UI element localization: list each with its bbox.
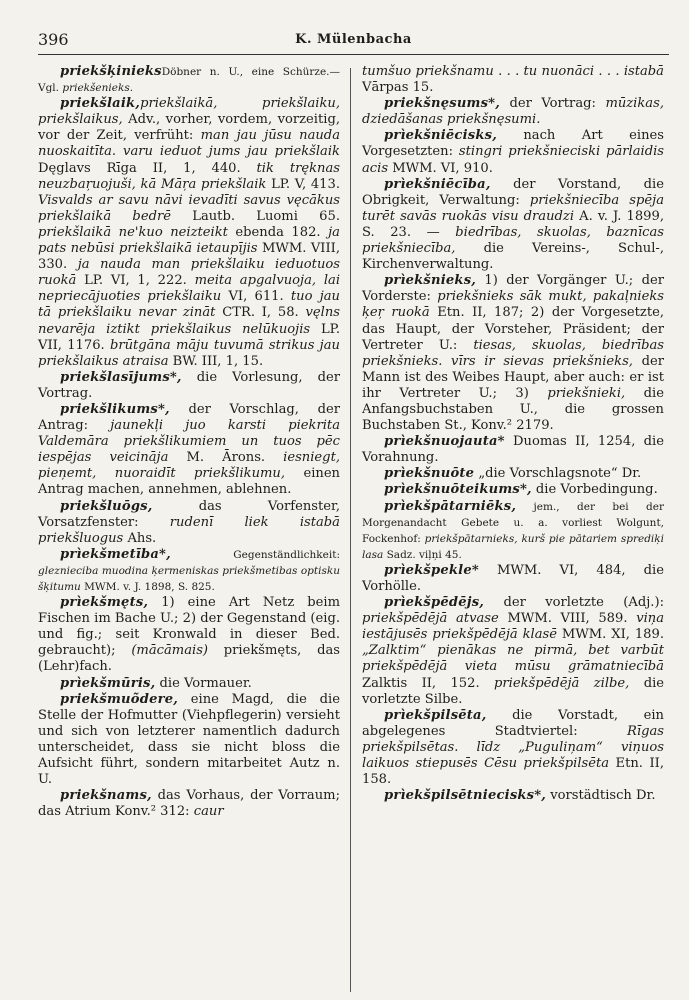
entry-text: der Vortrag: <box>499 96 606 112</box>
entry-text: stingri priekšnieciski pārlaidis acis <box>362 144 664 176</box>
entry-text: iesniegt, pieņemt, nuoraidīt priekšlikumu, <box>38 450 340 482</box>
dictionary-entry <box>38 595 340 675</box>
entry-text: LP. VI, 1, 222. <box>76 273 195 289</box>
entry-headword: priekšmuõdere, <box>60 691 178 707</box>
entry-text: einen Antrag machen, annehmen, ablehnen. <box>38 466 340 498</box>
dictionary-entry <box>362 96 664 128</box>
entry-text: jem., der bei der Morgenandacht Gebete u. a. vorliest Wolgunt, Fockenhof: <box>362 500 664 545</box>
dictionary-entry <box>362 788 664 804</box>
dictionary-entry <box>38 547 340 595</box>
entry-text: „die Vorschlagsnote“ Dr. <box>474 466 642 482</box>
entry-headword: prìekšnieks, <box>384 273 477 289</box>
entry-headword: prìekšpēdējs, <box>384 595 485 611</box>
entry-text: M. Ārons. <box>168 450 284 466</box>
entry-text: Adv., vorher, vordem, vorzeitig, vor der Zeit, verfrüht: <box>38 112 340 144</box>
entry-text: MWM. VIII, 589. <box>498 611 637 627</box>
entry-text: mūzikas, dziedāšanas priekšnęsumi. <box>362 96 664 128</box>
entry-text: meita apgalvuoja, lai nepriecājuoties priekšlaiku <box>38 273 341 305</box>
entry-text: priekšniecība spēja turēt savās ruokās visu draudzi <box>362 192 664 224</box>
entry-text: priekšnieks sāk mukt, pakaļnieks ķeŗ ruokā <box>362 289 664 321</box>
entry-headword: prìekšnuōteikums*, <box>384 482 532 498</box>
entry-text: LP. V, 413. <box>266 176 340 192</box>
entry-text: rudenī liek istabā priekšluogus <box>38 514 340 546</box>
entry-text: MWM. VI, 910. <box>388 160 493 176</box>
entry-text: CTR. I, 58. <box>215 305 306 321</box>
right-column <box>362 64 664 994</box>
entry-headword: priekšluōgs, <box>60 498 153 514</box>
entry-headword: prìekšpekle* <box>384 562 479 578</box>
entry-text: tuo jau tā priekšlaiku nevar zināt <box>38 289 340 321</box>
entry-text: das Vorfenster, Vorsatzfenster: <box>38 498 340 530</box>
entry-text: Döbner n. U., eine Schürze.— Vgl. <box>38 66 340 95</box>
entry-text: die Vormauer. <box>155 675 252 691</box>
entry-text: tiesas, skuolas, biedrības priekšnieks. vīrs ir sievas priekšnieks, <box>362 337 664 369</box>
entry-headword: prìekšmūris, <box>60 675 156 691</box>
entry-text: tik tręknas neuzbaŗuojuši, kā Māŗa priekšlaik <box>38 160 340 192</box>
entry-text: Ahs. <box>123 530 157 546</box>
entry-text: ebenda 182. <box>227 224 329 240</box>
dictionary-entry <box>38 64 340 96</box>
entry-text: (mācāmais) <box>131 643 209 659</box>
dictionary-entry <box>38 788 340 820</box>
dictionary-entry <box>38 402 340 499</box>
entry-headword: prìekšnuōte <box>384 466 475 482</box>
entry-text: Lautb. Luomi 65. <box>170 208 340 224</box>
entry-text: die Vereins-, Schul-, Kirchenverwaltung. <box>362 241 664 273</box>
entry-text: priekšpēdējā atvase <box>362 611 499 627</box>
entry-text: ja nauda man priekšlaiku ieduotuos ruokā <box>38 257 340 289</box>
dictionary-entry <box>38 676 340 692</box>
entry-headword: priekšnęsums*, <box>384 96 500 112</box>
entry-text: die Vorbedingung. <box>531 482 658 498</box>
entry-text: vęlns nevarēja iztikt priekšlaikus nelūkuojis <box>38 305 340 337</box>
entry-text: ja pats nebūsi priekšlaikā ietaupījis <box>38 224 340 257</box>
dictionary-entry <box>38 692 340 789</box>
entry-headword: prìekšniēcība, <box>384 176 491 192</box>
dictionary-entry <box>38 499 340 547</box>
entry-text: A. v. J. 1899, S. 23. — <box>362 208 664 240</box>
dictionary-entry <box>362 499 664 563</box>
entry-headword: prìekšmetība*, <box>60 546 171 562</box>
entry-text: gleznieciba muodina ķermeniskas priekšmetibas optisku šķitumu <box>38 564 340 593</box>
entry-headword: priekšnams, <box>60 788 152 804</box>
entry-headword: prìekšpilsēta, <box>384 707 487 723</box>
entry-text: priekšlaikā ne'kuo neizteikt <box>38 224 228 240</box>
dictionary-entry <box>362 177 664 274</box>
entry-text: Zalktis II, 152. <box>362 675 494 691</box>
entry-text: der Vorschlag, der Antrag: <box>38 401 340 434</box>
dictionary-entry <box>362 434 664 466</box>
left-column <box>38 64 340 994</box>
entry-headword: priekšlaik, <box>60 96 141 112</box>
entry-text: 1) der Vorgänger U.; der Vorderste: <box>362 273 664 305</box>
entry-text: die Vorlesung, der Vortrag. <box>38 369 340 401</box>
entry-text: jaunekļi juo karsti piekrita Valdemāra priekšlikumiem un tuos pēc iespējas veicināja <box>38 418 340 466</box>
dictionary-entry <box>362 708 664 788</box>
entry-text: priekšenieks. <box>62 82 134 95</box>
entry-headword: priekšlasījums*, <box>60 369 182 385</box>
page-number: 396 <box>38 30 69 49</box>
dictionary-entry <box>38 96 340 370</box>
entry-text: der Mann ist des Weibes Haupt, aber auch: er ist ihr Vertreter U.; 3) <box>362 353 664 401</box>
entry-text: VI, 611. <box>221 289 291 305</box>
dictionary-entry <box>362 563 664 595</box>
dictionary-entry <box>362 466 664 482</box>
entry-text: der Vorstand, die Obrigkeit, Verwaltung: <box>362 176 664 208</box>
entry-text: MWM. XI, 189. <box>557 627 664 643</box>
dictionary-entry <box>38 370 340 402</box>
dictionary-entry <box>362 595 664 708</box>
entry-text: Etn. II, 187; 2) der Vorgesetzte, das Haupt, der Vorsteher, Präsident; der Vertreter U.: <box>362 305 664 353</box>
entry-text: LP. VII, 1176. <box>38 321 340 353</box>
entry-text: vorstädtisch Dr. <box>546 788 656 804</box>
entry-text: 1) eine Art Netz beim Fischen im Bache U.; 2) der Gegenstand (eig. und fig.; seit Kronwald in dieser Bed. gebraucht); <box>38 595 340 659</box>
entry-text: caur <box>193 804 224 820</box>
entry-text: die Anfangsbuchstaben U., die grossen Buchstaben St., Konv.² 2179. <box>362 385 664 434</box>
entry-text: BW. III, 1, 15. <box>168 353 264 369</box>
entry-text: Dęglavs Rīga II, 1, 440. <box>38 160 257 176</box>
column-divider <box>350 68 351 992</box>
entry-text: Visvalds ar savu nāvi ievadīti savus vęcākus priekšlaikā bedrē <box>38 192 340 224</box>
entry-text: brūtgāna māju tuvumā strikus jau priekšlaikus atraisa <box>38 337 340 369</box>
entry-text: MWM. v. J. 1898, S. 825. <box>80 581 215 593</box>
header-rule <box>38 54 669 55</box>
entry-text: Gegenständlichkeit: <box>170 548 340 561</box>
entry-text: Rīgas priekšpilsētas. līdz „Puguliņam“ viņuos laikuos stiepusēs Cēsu priekšpilsēta <box>362 723 664 772</box>
dictionary-entry <box>362 482 664 498</box>
entry-text: eine Magd, die die Stelle der Hofmutter (Viehpflegerin) versieht und sich von letzterer namentlich dadurch unterscheidet, dass sie nicht bloss die Aufsicht führt, sondern mitarbeitet Autz n. U. <box>38 691 340 788</box>
entry-headword: prìekšmęts, <box>60 595 149 611</box>
entry-headword: prìekšpilsētniecisks*, <box>384 788 547 804</box>
entry-text: tumšuo priekšnamu . . . tu nuonāci . . . istabā <box>362 64 664 79</box>
entry-text: der vorletzte (Adj.): <box>484 595 664 611</box>
dictionary-entry <box>362 273 664 434</box>
entry-text: priekšpātarnieks, kurš pie pātariem sprediķi lasa <box>362 532 664 561</box>
entry-text: Sadz. viļņi 45. <box>383 548 462 561</box>
entry-text: nach Art eines Vorgesetzten: <box>362 128 664 160</box>
entry-text: Vārpas 15. <box>362 80 434 96</box>
entry-text: man jau jūsu nauda nuoskaitīta. varu ieduot jums jau priekšlaik <box>38 128 340 160</box>
page-header <box>38 30 669 54</box>
entry-text: „Zalktim“ pienākas ne pirmā, bet varbūt priekšpēdējā vieta mūsu grāmatniecībā <box>362 643 664 675</box>
entry-headword: prìekšnuojauta* <box>384 434 505 450</box>
entry-text: MWM. VIII, 330. <box>38 241 340 273</box>
entry-text: priekšmęts, das (Lehr)fach. <box>38 643 340 675</box>
entry-text: das Vorhaus, der Vorraum; das Atrium Konv.² 312: <box>38 788 340 820</box>
entry-text: Etn. II, 158. <box>362 756 664 788</box>
entry-text: die Vorstadt, ein abgelegenes Stadtviertel: <box>362 707 664 739</box>
running-head: K. Mülenbacha <box>295 32 412 47</box>
entry-text: die vorletzte Silbe. <box>362 675 665 707</box>
entry-text: biedrības, skuolas, baznīcas priekšniecība, <box>362 224 664 257</box>
entry-headword: prìekšniēcisks, <box>384 128 497 144</box>
dictionary-entry <box>362 128 664 176</box>
entry-text: Duomas II, 1254, die Vorahnung. <box>362 434 664 466</box>
dictionary-entry <box>362 64 664 96</box>
entry-text: viņa iestājusēs priekšpēdējā klasē <box>362 611 665 643</box>
entry-text: priekšnieki, <box>547 385 626 401</box>
entry-text: priekšlaikā, priekšlaiku, priekšlaikus, <box>38 96 340 128</box>
entry-text: MWM. VI, 484, die Vorhölle. <box>362 562 664 594</box>
entry-text: priekšpēdējā zilbe, <box>494 675 630 691</box>
entry-headword: prìekšpātarniēks, <box>384 498 517 514</box>
entry-headword: priekšlikums*, <box>60 401 170 417</box>
entry-headword: priekšķinieks <box>60 64 162 79</box>
